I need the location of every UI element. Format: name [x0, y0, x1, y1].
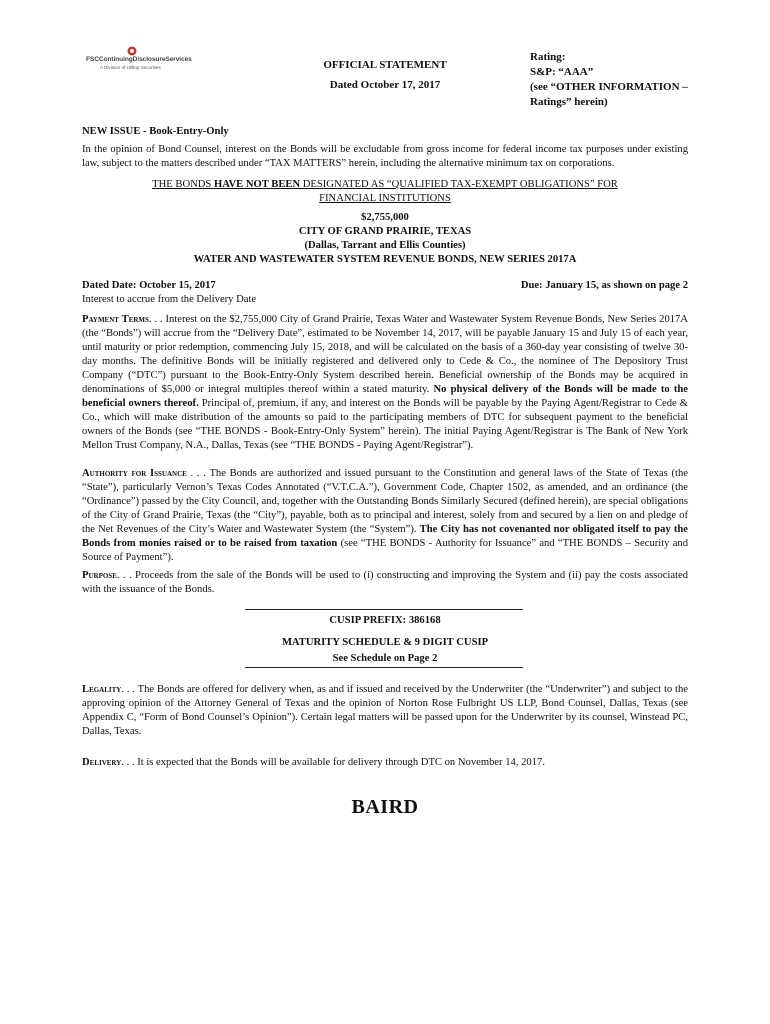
logo-main-text: FSCContinuingDisclosureServices	[86, 56, 192, 63]
dated-date: Dated Date: October 15, 2017	[82, 280, 216, 291]
designation-emphasis: HAVE NOT BEEN	[213, 179, 301, 190]
document-title: OFFICIAL STATEMENT	[323, 59, 447, 71]
delivery-text: . . . It is expected that the Bonds will be available for delivery through DTC on November 14, 2017.	[121, 757, 545, 768]
cusip-bottom-rule	[245, 667, 523, 668]
legality-paragraph	[82, 683, 688, 739]
authority-text: . . . The Bonds are authorized and issued pursuant to the Constitution and general laws of the State of Texas (the “State”), particularly Vernon’s Texas Codes Annotated (“V.T.C.A.”), Government Code, Chapter 1502, as amended, and an ordinance (the “Ordinance”) passed by the City Council, and, together with the Outstanding Bonds Similarly Secured (defined herein), are special obligations of the City of Grand Prairie, Texas (the “City”), payable, both as to principal and interest, solely from and secured by a lien on and pledge of the Net Revenues of the City’s Water and Wastewater System (the “System”).	[82, 468, 688, 535]
bond-series: WATER AND WASTEWATER SYSTEM REVENUE BONDS, NEW SERIES 2017A	[193, 254, 577, 265]
designation-line2: FINANCIAL INSTITUTIONS	[319, 193, 451, 204]
due-date: Due: January 15, as shown on page 2	[520, 280, 688, 291]
rating-line: Rating:	[530, 51, 566, 63]
purpose-heading: Purpose	[82, 570, 117, 581]
designation-pre: THE BONDS	[152, 179, 214, 190]
bond-issuer: CITY OF GRAND PRAIRIE, TEXAS	[298, 226, 472, 237]
header-center	[300, 55, 470, 95]
payment-terms-bold: No physical delivery of the Bonds will be made to the beneficial owners thereof.	[82, 384, 689, 409]
rating-block	[530, 50, 710, 110]
delivery-paragraph	[82, 756, 688, 770]
interest-accrual: Interest to accrue from the Delivery Date	[82, 294, 257, 305]
purpose-paragraph	[82, 569, 688, 597]
payment-terms-heading: Payment Terms	[82, 314, 149, 325]
rating-line: Ratings” herein)	[530, 96, 608, 108]
delivery-heading: Delivery	[82, 757, 122, 768]
schedule-reference: See Schedule on Page 2	[332, 653, 438, 664]
authority-text-2: (see “THE BONDS - Authority for Issuance” and “THE BONDS – Security and Source of Payment”).	[82, 538, 689, 563]
authority-paragraph	[82, 467, 688, 565]
legality-heading: Legality	[82, 684, 122, 695]
tax-opinion-paragraph: In the opinion of Bond Counsel, interest on the Bonds will be excludable from gross income for federal income tax purposes under existing law, subject to the matters described under “TAX MATTERS” herein, including the alternative minimum tax on corporations.	[82, 144, 688, 169]
purpose-text: . . . Proceeds from the sale of the Bonds will be used to (i) constructing and improving the System and (ii) pay the costs associated with the issuance of the Bonds.	[82, 570, 688, 595]
maturity-schedule-title: MATURITY SCHEDULE & 9 DIGIT CUSIP	[281, 637, 489, 648]
legality-text: . . . The Bonds are offered for delivery when, as and if issued and received by the Underwriter (the “Underwriter”) and subject to the approving opinion of the Attorney General of Texas and the opinion of Norton Rose Fulbright US LLP, Bond Counsel, Dallas, Texas (see Appendix C, “Form of Bond Counsel’s Opinion”). Certain legal matters will be passed upon for the Underwriter by its counsel, Winstead PC, Dallas, Texas.	[82, 684, 688, 737]
bond-counties: (Dallas, Tarrant and Ellis Counties)	[304, 240, 466, 251]
payment-terms-paragraph	[82, 313, 688, 453]
bond-title	[82, 211, 688, 267]
logo-sub-text: A Division of Hilltop Securities	[100, 65, 161, 70]
designation-notice	[82, 178, 688, 206]
new-issue-label: NEW ISSUE - Book-Entry-Only	[82, 126, 229, 137]
authority-bold: The City has not covenanted nor obligated itself to pay the Bonds from monies raised or to be raised from taxation	[82, 524, 688, 549]
underwriter-name: BAIRD	[351, 796, 419, 818]
payment-terms-text: . . . Interest on the $2,755,000 City of Grand Prairie, Texas Water and Wastewater System Revenue Bonds, New Series 2017A (the “Bonds”) will accrue from the “Delivery Date”, estimated to be November 14, 2017, will be payable January 15 and July 15 of each year, until maturity or prior redemption, commencing July 15, 2018, and will be calculated on the basis of a 360-day year consisting of twelve 30-day months. The definitive Bonds will be initially registered and delivered only to Cede & Co., the nominee of The Depository Trust Company (“DTC”) pursuant to the Book-Entry-Only System described herein. Beneficial ownership of the Bonds may be acquired in denominations of $5,000 or integral multiples thereof within a stated maturity.	[82, 314, 688, 395]
fsc-logo	[86, 46, 196, 76]
rating-line: S&P: “AAA”	[530, 66, 594, 78]
cusip-top-rule	[245, 609, 523, 610]
authority-heading: Authority for Issuance	[82, 468, 187, 479]
payment-terms-text-2: Principal of, premium, if any, and interest on the Bonds will be payable by the Paying Agent/Registrar to Cede & Co., which will make distribution of the amounts so paid to the participating members of DTC for subsequent payment to the beneficial owners of the Bonds (see “THE BONDS - Book-Entry-Only System” herein). The initial Paying Agent/Registrar is The Bank of New York Mellon Trust Company, N.A., Dallas, Texas (see “THE BONDS - Paying Agent/Registrar”).	[82, 398, 688, 451]
bond-amount: $2,755,000	[361, 212, 409, 223]
designation-post: DESIGNATED AS “QUALIFIED TAX-EXEMPT OBLIGATIONS” FOR	[300, 179, 618, 190]
document-date: Dated October 17, 2017	[329, 79, 441, 91]
logo-mark-icon	[126, 46, 138, 56]
rating-line: (see “OTHER INFORMATION –	[530, 81, 688, 93]
cusip-prefix: CUSIP PREFIX: 386168	[329, 615, 441, 626]
